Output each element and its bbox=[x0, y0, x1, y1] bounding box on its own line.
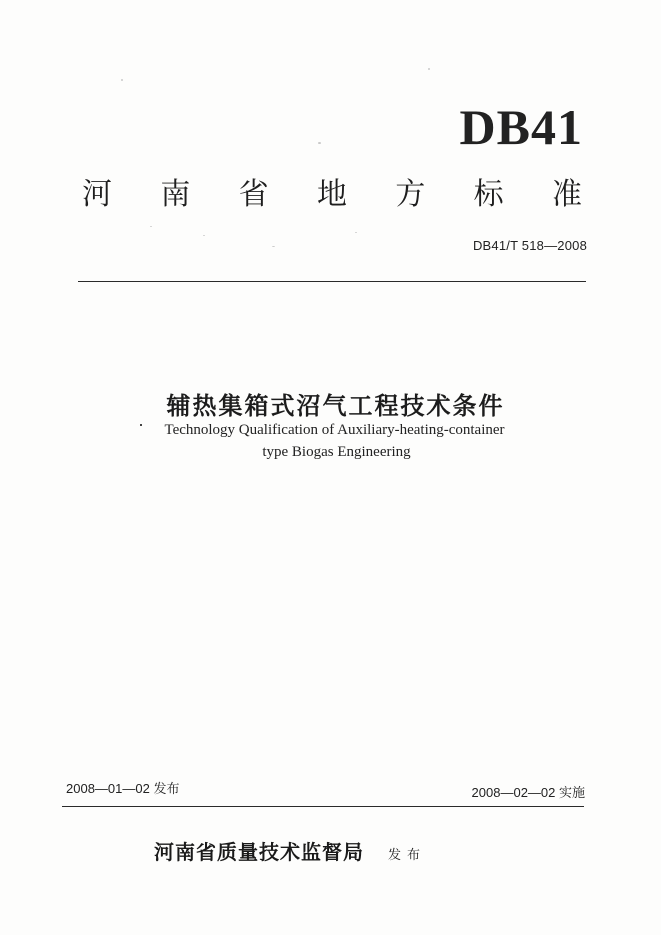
standard-type-char: 河 bbox=[82, 177, 112, 212]
scan-speck bbox=[272, 246, 275, 247]
title-chinese: 辅热集箱式沼气工程技术条件 bbox=[166, 392, 505, 420]
bottom-divider bbox=[62, 806, 584, 807]
issue-date: 2008—01—02 发布 bbox=[66, 781, 180, 796]
standard-type-heading bbox=[82, 177, 582, 212]
top-divider bbox=[78, 281, 586, 282]
publisher-line bbox=[154, 836, 426, 865]
title-english-line-2: type Biogas Engineering bbox=[262, 444, 411, 460]
standard-number: DB41/T 518—2008 bbox=[472, 238, 587, 253]
publisher-suffix: 发布 bbox=[388, 848, 427, 863]
scan-speck bbox=[318, 142, 321, 144]
standard-type-char: 方 bbox=[395, 177, 426, 212]
scan-speck bbox=[203, 235, 205, 236]
scan-speck bbox=[150, 226, 152, 227]
standard-type-char: 准 bbox=[551, 177, 582, 212]
standard-type-char: 地 bbox=[316, 177, 347, 212]
implementation-date: 2008—02—02 实施 bbox=[471, 785, 585, 800]
standard-type-char: 标 bbox=[473, 177, 504, 212]
standard-type-char: 省 bbox=[238, 177, 269, 212]
publisher-name: 河南省质量技术监督局 bbox=[154, 840, 364, 864]
scan-speck bbox=[121, 79, 123, 81]
standard-type-char: 南 bbox=[160, 177, 191, 212]
standard-code: DB41 bbox=[459, 99, 583, 155]
scan-speck bbox=[428, 68, 430, 70]
scan-speck bbox=[355, 232, 357, 233]
title-english-line-1: Technology Qualification of Auxiliary-heating-container bbox=[164, 422, 505, 438]
